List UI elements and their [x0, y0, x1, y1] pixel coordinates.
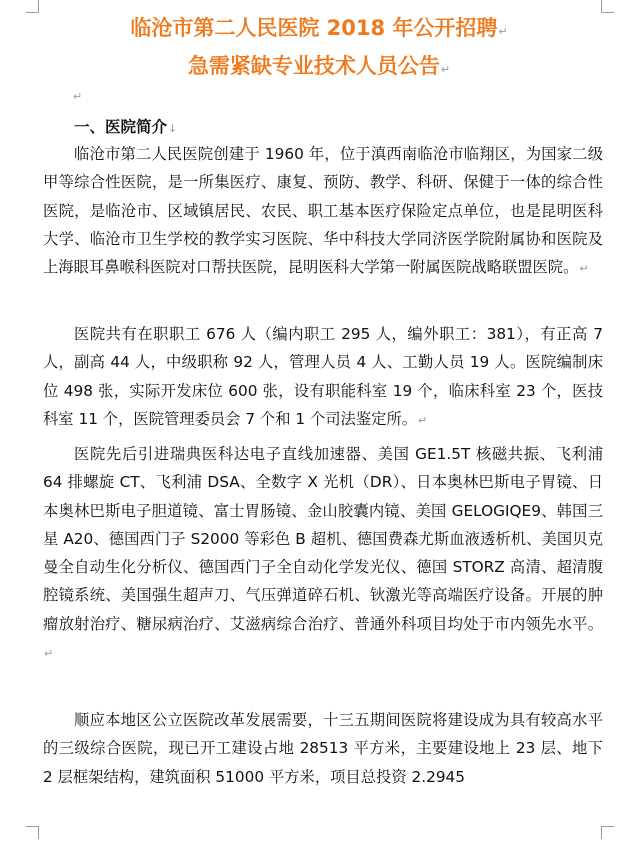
paragraph-mark-icon: ↵ — [418, 413, 428, 427]
line-break-mark-icon: ↓ — [168, 122, 178, 135]
paragraph-mark-icon: ↵ — [579, 262, 589, 276]
document-title-line-2: 急需紧缺专业技术人员公告↵ — [187, 54, 451, 78]
paragraph-staff-and-beds: 医院共有在职职工 676 人（编内职工 295 人，编外职工：381），有正高 7 人，副高 44 人，中级职称 92 人，管理人员 4 人、工勤人员 19 人。医院编制床位 498 张，实际开发床位 600 张，设有职能科室 19 个，临床科室 23 个，医技科室 11 个，医院管理委员会 7 个和 1 个司法鉴定所。↵ — [43, 325, 603, 428]
paragraph-hospital-overview: 临沧市第二人民医院创建于 1960 年，位于滇西南临沧市临翔区，为国家二级甲等综合性医院，是一所集医疗、康复、预防、教学、科研、保健于一体的综合性医院，是临沧市、区域镇居民、农民、职工基本医疗保险定点单位，也是昆明医科大学、临沧市卫生学校的教学实习医院、华中科技大学同济医学院附属协和医院及上海眼耳鼻喉科医院对口帮扶医院，昆明医科大学第一附属医院战略联盟医院。↵ — [43, 145, 603, 277]
crop-mark-bottom-left — [26, 826, 39, 839]
paragraph-development-plan: 顺应本地区公立医院改革发展需要，十三五期间医院将建设成为具有较高水平的三级综合医院，现已开工建设占地 28513 平方米，主要建设地上 23 层、地下 2 层框架结构，建筑面积 51000 平方米，项目总投资 2.2945 — [43, 711, 603, 786]
crop-mark-top-left — [26, 0, 39, 13]
paragraph-mark-icon: ↵ — [44, 647, 54, 661]
paragraph-mark-icon: ↵ — [440, 63, 451, 76]
section-heading-hospital-intro: 一、医院简介↓ — [74, 118, 178, 136]
paragraph-mark-icon: ↵ — [498, 25, 508, 38]
empty-paragraph-mark-icon: ↵ — [73, 90, 83, 103]
document-title-line-1: 临沧市第二人民医院 2018 年公开招聘↵ — [130, 16, 508, 40]
paragraph-equipment: 医院先后引进瑞典医科达电子直线加速器、美国 GE1.5T 核磁共振、飞利浦 64 排螺旋 CT、飞利浦 DSA、全数字 X 光机（DR）、日本奥林巴斯电子胃镜、日本奥林巴斯电子胆道镜、富士胃肠镜、金山胶囊内镜、美国 GELOGIQE9、韩国三星 A20、德国西门子 S2000 等彩色 B 超机、德国费森尤斯血液透析机、美国贝克曼全自动生化分析仪、德国西门子全自动化学发光仪、德国 STORZ 高清、超清腹腔镜系统、美国强生超声刀、气压弹道碎石机、钬激光等高端医疗设备。开展的肿瘤放射治疗、糖尿病治疗、艾滋病综合治疗、普通外科项目均处于市内领先水平。↵ — [43, 445, 603, 661]
crop-mark-bottom-right — [601, 826, 614, 839]
crop-mark-top-right — [601, 0, 614, 13]
